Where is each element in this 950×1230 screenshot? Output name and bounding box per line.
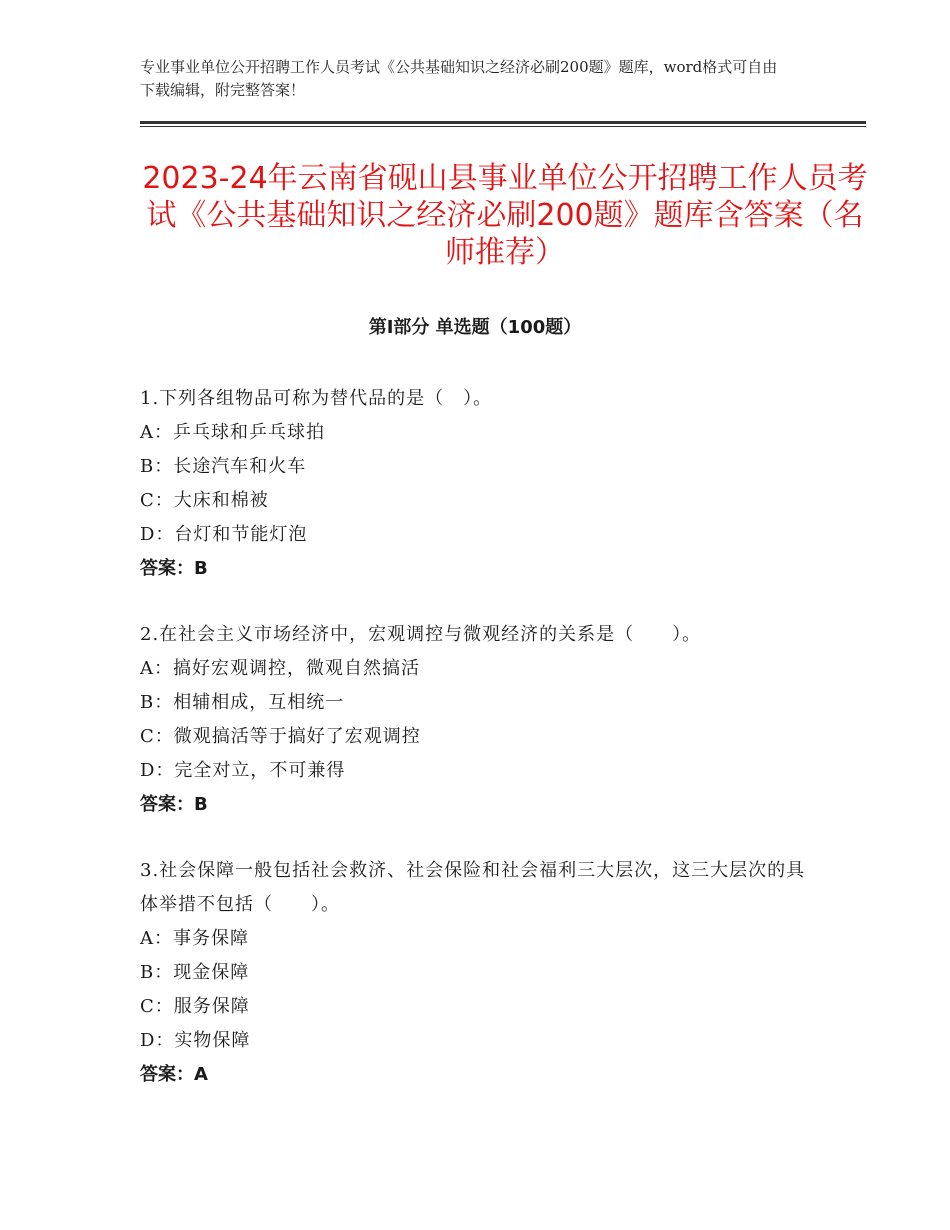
question-stem: 1.下列各组物品可称为替代品的是（ ）。 xyxy=(140,388,493,409)
option-b: B：长途汽车和火车 xyxy=(140,456,307,477)
option-c: C：服务保障 xyxy=(140,996,250,1017)
option-b: B：现金保障 xyxy=(140,962,250,983)
option-d: D：台灯和节能灯泡 xyxy=(140,524,308,545)
question-stem: 2.在社会主义市场经济中，宏观调控与微观经济的关系是（ ）。 xyxy=(140,624,702,645)
header-rule-thin xyxy=(140,126,866,127)
answer: 答案：B xyxy=(140,558,208,579)
question-stem: 3.社会保障一般包括社会救济、社会保险和社会福利三大层次，这三大层次的具体举措不包括（ ）。 xyxy=(140,860,806,915)
option-d: D：完全对立，不可兼得 xyxy=(140,760,346,781)
document-title: 2023-24年云南省砚山县事业单位公开招聘工作人员考试《公共基础知识之经济必刷200题》题库含答案（名师推荐） xyxy=(142,161,868,270)
option-a: A：乒乓球和乒乓球拍 xyxy=(140,422,325,443)
question-2 xyxy=(140,618,810,822)
option-a: A：搞好宏观调控，微观自然搞活 xyxy=(140,658,420,679)
option-b: B：相辅相成，互相统一 xyxy=(140,692,345,713)
option-c: C：微观搞活等于搞好了宏观调控 xyxy=(140,726,421,747)
answer: 答案：B xyxy=(140,794,208,815)
section-title: 第Ⅰ部分 单选题（100题） xyxy=(368,317,582,338)
option-a: A：事务保障 xyxy=(140,928,249,949)
option-c: C：大床和棉被 xyxy=(140,490,269,511)
question-3 xyxy=(140,854,810,1092)
question-list xyxy=(140,382,810,1124)
option-d: D：实物保障 xyxy=(140,1030,251,1051)
header-note: 专业事业单位公开招聘工作人员考试《公共基础知识之经济必刷200题》题库，word格式可自由下载编辑，附完整答案！ xyxy=(140,58,778,99)
header-rule-thick xyxy=(140,121,866,124)
answer: 答案：A xyxy=(140,1064,208,1085)
question-1 xyxy=(140,382,810,586)
